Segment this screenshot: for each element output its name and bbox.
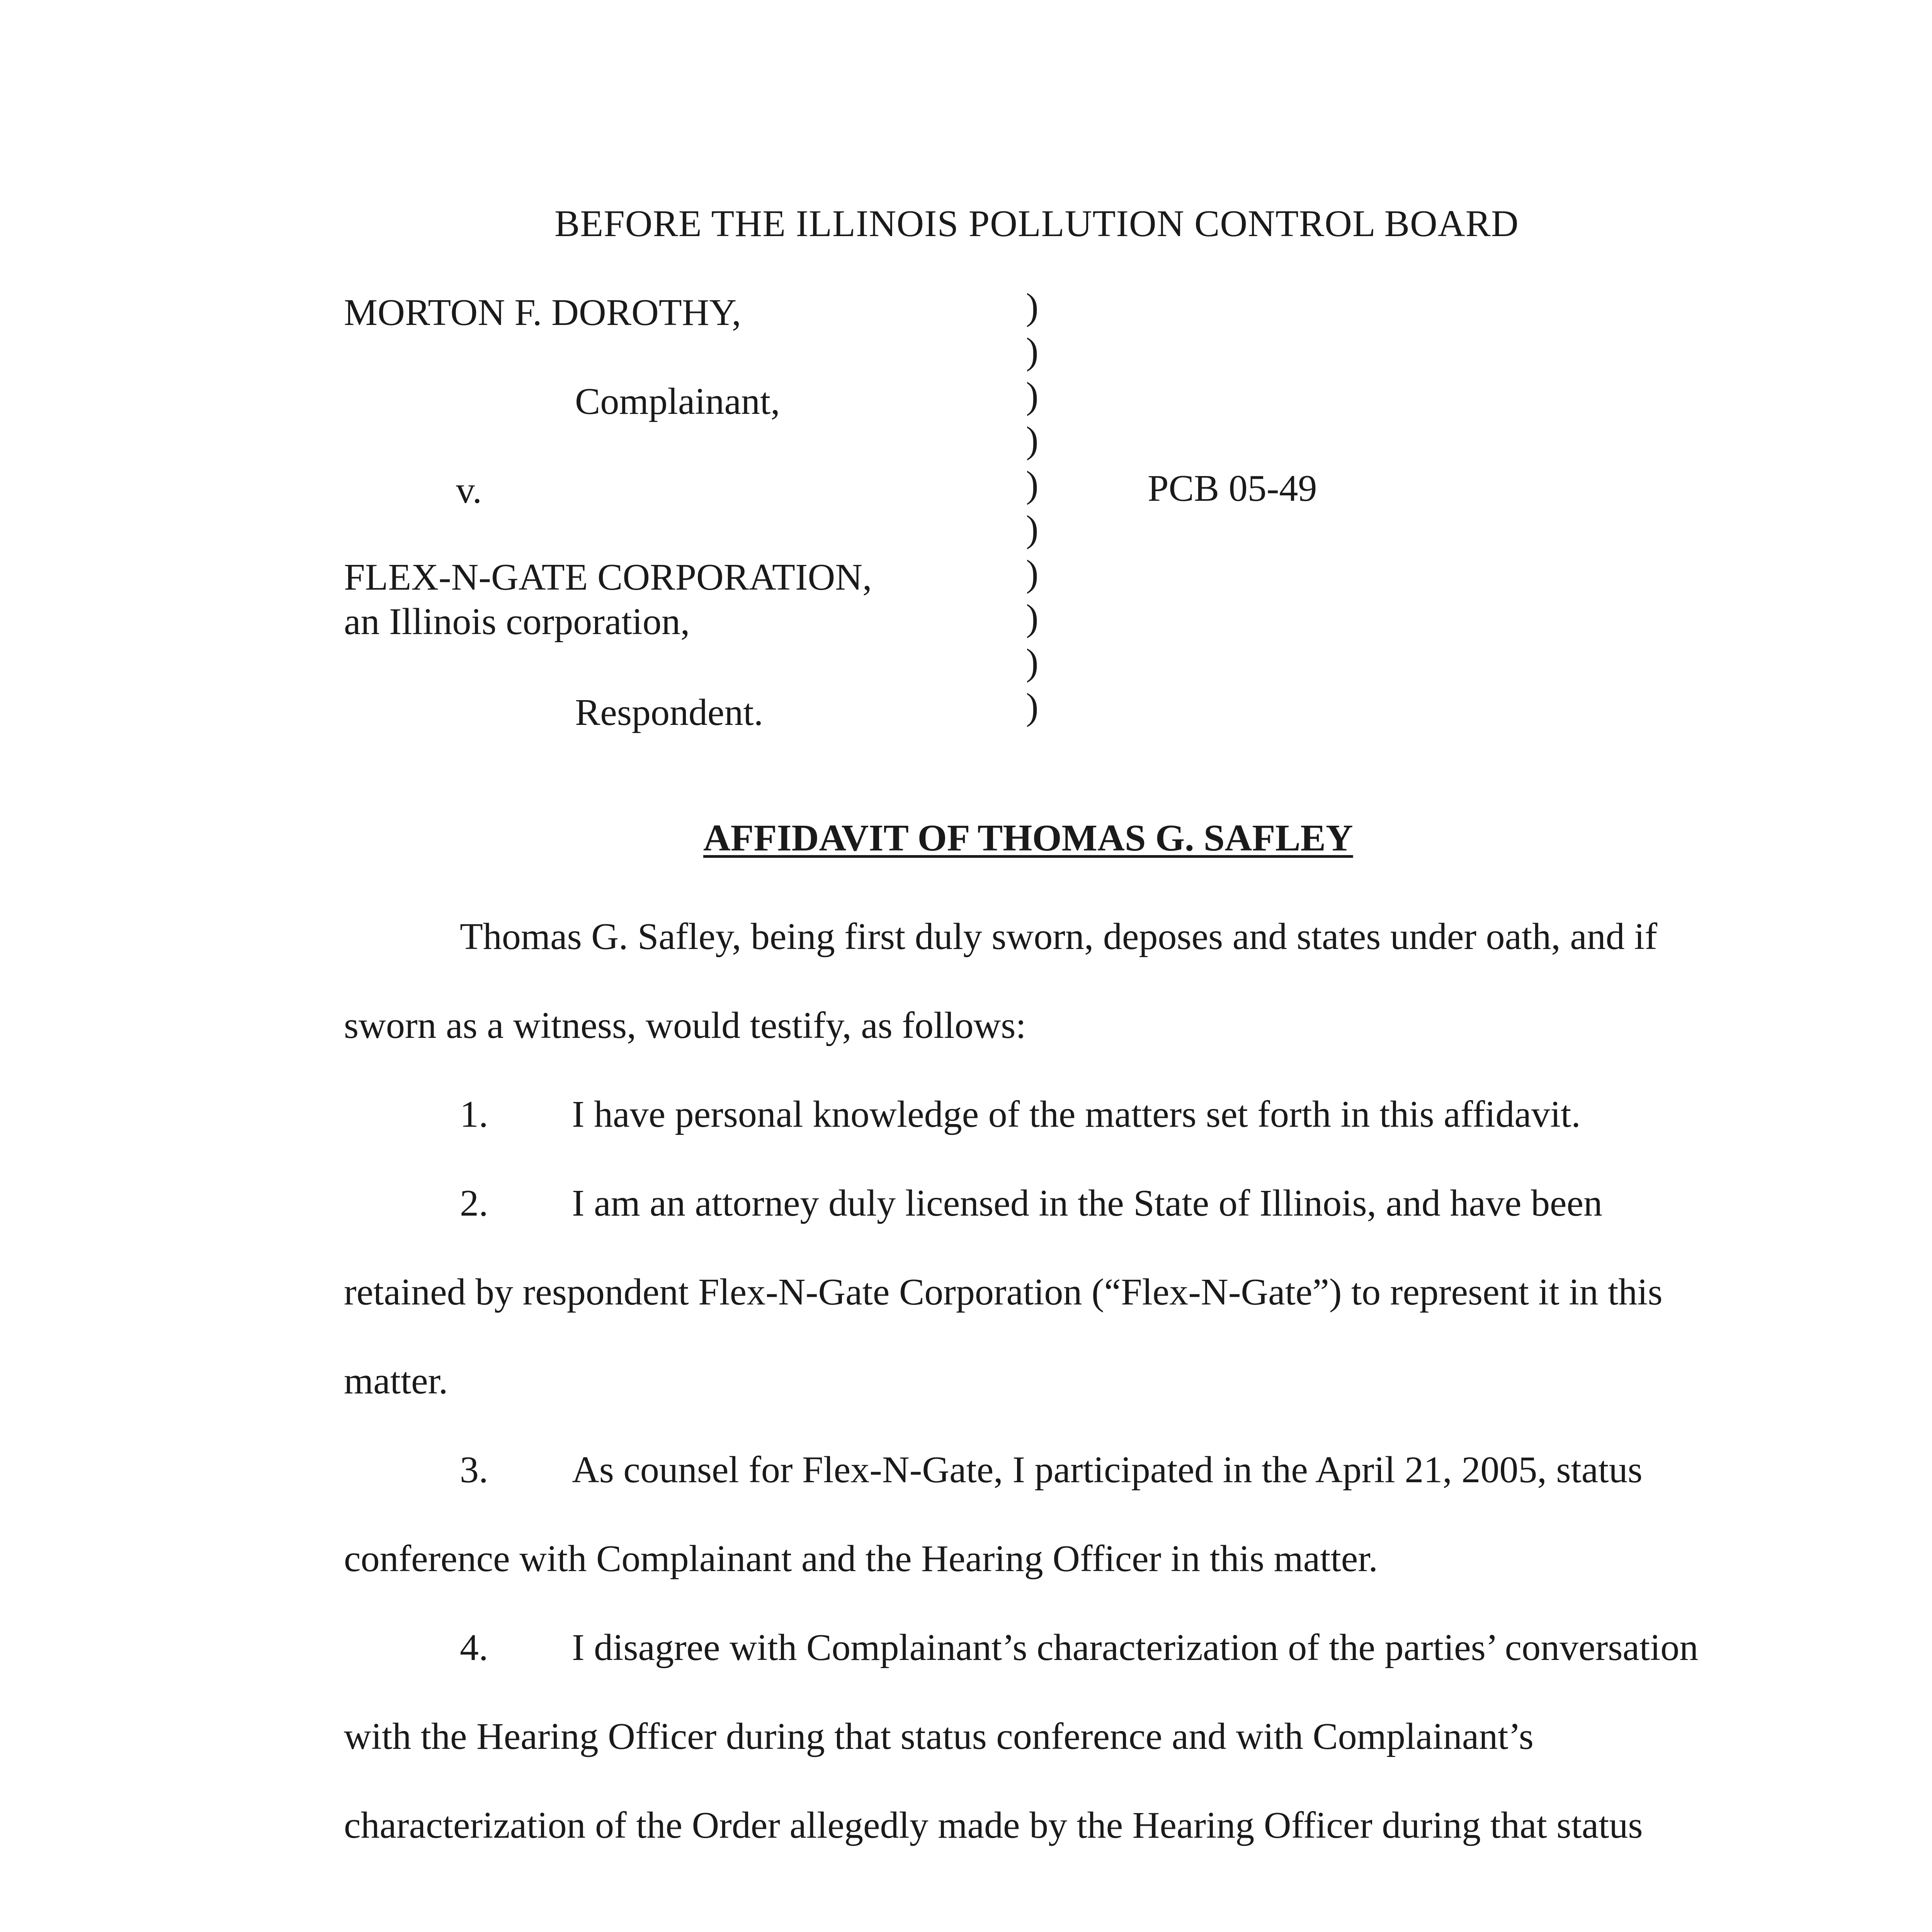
paragraph-line: with the Hearing Officer during that status conference and with Complainant’s [344,1716,1534,1757]
caption-paren: ) [1026,330,1039,372]
paragraph-number: 3. [460,1449,488,1491]
paragraph-number: 4. [460,1627,488,1668]
affidavit-title: AFFIDAVIT OF THOMAS G. SAFLEY [703,817,1353,859]
caption-paren: ) [1026,419,1039,461]
complainant-role: Complainant, [575,381,780,422]
paragraph-line: I have personal knowledge of the matters set forth in this affidavit. [572,1094,1581,1135]
caption-paren: ) [1026,464,1039,505]
versus-label: v. [456,469,482,511]
paragraph-line: I disagree with Complainant’s characterization of the parties’ conversation [572,1627,1699,1668]
respondent-name: FLEX-N-GATE CORPORATION, [344,556,872,598]
case-number: PCB 05-49 [1148,468,1317,509]
caption-paren: ) [1026,553,1039,594]
paragraph-line: matter. [344,1360,448,1402]
caption-paren: ) [1026,375,1039,417]
intro-line: sworn as a witness, would testify, as follows: [344,1005,1026,1046]
paragraph-line: conference with Complainant and the Hearing Officer in this matter. [344,1538,1378,1580]
caption-paren: ) [1026,508,1039,550]
paragraph-line: characterization of the Order allegedly made by the Hearing Officer during that status [344,1804,1643,1846]
caption-paren: ) [1026,286,1039,328]
caption-paren: ) [1026,641,1039,683]
intro-line: Thomas G. Safley, being first duly sworn, deposes and states under oath, and if [460,916,1658,957]
paragraph-line: retained by respondent Flex-N-Gate Corporation (“Flex-N-Gate”) to represent it in this [344,1271,1663,1313]
paragraph-number: 1. [460,1094,488,1135]
respondent-description: an Illinois corporation, [344,601,690,643]
board-title: BEFORE THE ILLINOIS POLLUTION CONTROL BOARD [554,203,1519,245]
paragraph-line: As counsel for Flex-N-Gate, I participated in the April 21, 2005, status [572,1449,1643,1491]
complainant-name: MORTON F. DOROTHY, [344,292,742,333]
caption-paren: ) [1026,597,1039,639]
paragraph-number: 2. [460,1182,488,1224]
respondent-role: Respondent. [575,692,764,733]
paragraph-line: I am an attorney duly licensed in the State of Illinois, and have been [572,1182,1602,1224]
caption-paren: ) [1026,686,1039,728]
